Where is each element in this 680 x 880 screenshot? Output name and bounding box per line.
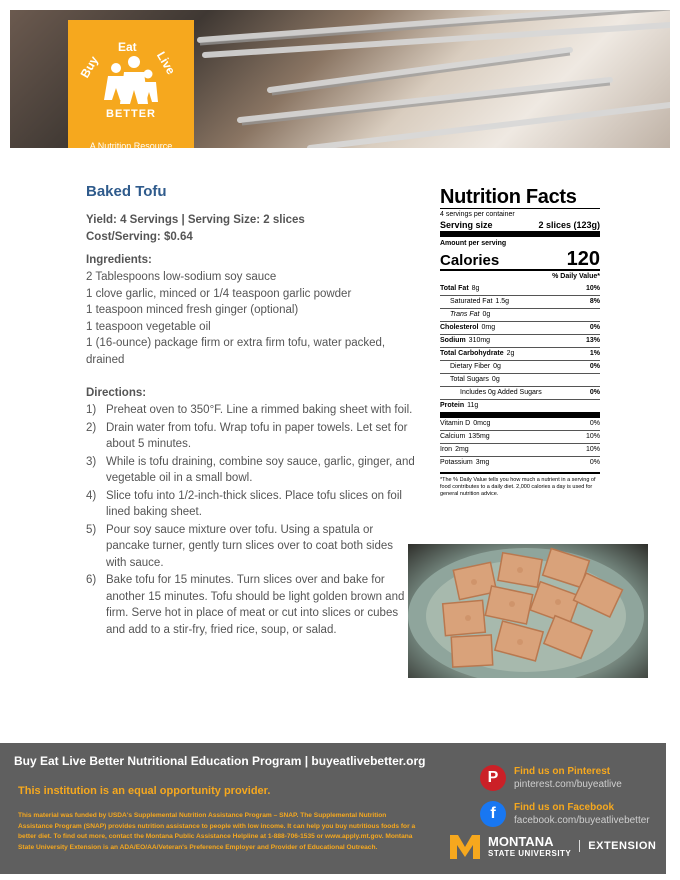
vitamin-daily-value: 10% (585, 446, 600, 453)
facebook-link[interactable] (480, 801, 650, 827)
logo-word-live: Live (153, 49, 179, 77)
vitamin-name (440, 418, 490, 430)
serving-size-value: 2 slices (123g) (538, 220, 600, 230)
nutrient-amount: 0g (491, 376, 500, 383)
step-text: Preheat oven to 350°F. Line a rimmed baking sheet with foil. (106, 404, 413, 416)
serving-size-label: Serving size (440, 220, 493, 230)
vitamin-rows (440, 412, 600, 469)
nutrient-label: Total Fat (440, 285, 469, 292)
msu-sub: STATE UNIVERSITY (488, 848, 572, 858)
extension-label: EXTENSION (579, 840, 656, 852)
vitamin-row (440, 443, 600, 456)
logo-word-better: BETTER (106, 108, 156, 120)
pinterest-label: Find us on Pinterest (514, 766, 611, 777)
nutrient-amount: 0mg (481, 324, 496, 331)
footer-program-title: Buy Eat Live Better Nutritional Education Program | buyeatlivebetter.org (14, 754, 426, 768)
ingredient-item: 1 teaspoon vegetable oil (86, 320, 211, 333)
nutrient-name (450, 374, 500, 386)
header-banner (10, 10, 670, 148)
directions-list (86, 402, 416, 638)
vitamin-daily-value: 0% (589, 420, 600, 427)
equal-opportunity-statement: This institution is an equal opportunity provider. (18, 785, 271, 797)
msu-m-icon (448, 831, 482, 861)
daily-value-label: % Daily Value* (552, 273, 600, 280)
vitamin-daily-value: 0% (589, 459, 600, 466)
pinterest-icon: P (480, 765, 506, 791)
recipe-yield: Yield: 4 Servings | Serving Size: 2 slices (86, 214, 305, 226)
direction-step (86, 420, 416, 453)
step-number: 3) (86, 455, 97, 468)
nutrient-label: Includes 0g Added Sugars (460, 389, 542, 396)
logo-figures-icon (68, 20, 194, 140)
step-number: 6) (86, 574, 97, 586)
vitamin-amount: 0mcg (473, 420, 491, 427)
step-number: 5) (86, 523, 97, 536)
nutrient-label: Total Carbohydrate (440, 350, 504, 357)
directions-heading: Directions: (86, 387, 147, 399)
recipe-title: Baked Tofu (86, 183, 167, 200)
nutrient-row (440, 347, 600, 360)
ingredient-item: 1 (16-ounce) package firm or extra firm tofu, water packed, drained (86, 337, 386, 366)
step-number: 4) (86, 489, 97, 502)
logo-word-eat: Eat (118, 40, 137, 54)
nutrient-amount: 310mg (468, 337, 491, 344)
ingredient-item: 1 teaspoon minced fresh ginger (optional) (86, 304, 299, 316)
vitamin-row (440, 418, 600, 430)
step-text: Bake tofu for 15 minutes. Turn slices over and bake for another 15 minutes. Tofu should be light golden brown and firm. Serve hot in place of meat or cut into slices or cubes and add to a stir-fry, fried rice, soup, or salad. (106, 574, 405, 636)
vitamin-label: Iron (440, 446, 453, 453)
buy-eat-live-better-logo (68, 20, 194, 148)
nutrient-name (440, 400, 478, 412)
nutrient-name (450, 296, 509, 308)
pinterest-url[interactable]: pinterest.com/buyeatlive (514, 779, 622, 790)
logo-tagline: A Nutrition Resource (89, 141, 173, 148)
nutrient-row (440, 386, 600, 399)
nutrient-row (440, 373, 600, 386)
nutrient-daily-value: 1% (589, 350, 600, 357)
nutrient-daily-value: 10% (585, 285, 600, 292)
nutrient-row (440, 283, 600, 295)
nutrient-daily-value: 8% (589, 298, 600, 305)
ingredient-item: 1 clove garlic, minced or 1/4 teaspoon garlic powder (86, 287, 352, 300)
nutrient-rows (440, 283, 600, 412)
msu-extension-logo (448, 831, 656, 861)
vitamin-daily-value: 10% (585, 433, 600, 440)
direction-step (86, 572, 411, 638)
nutrient-label: Saturated Fat (450, 298, 493, 305)
nutrient-name (440, 335, 490, 347)
recipe-section (86, 183, 416, 639)
nutrient-amount: 8g (471, 285, 480, 292)
vitamin-label: Vitamin D (440, 420, 471, 427)
step-text: While is tofu draining, combine soy sauce, garlic, ginger, and vegetable oil in a small bowl. (106, 455, 415, 484)
msu-name: MONTANA (488, 833, 554, 849)
nutrient-label: Total Sugars (450, 376, 489, 383)
calories-value: 120 (566, 248, 600, 270)
vitamin-amount: 135mg (468, 433, 490, 440)
nutrient-daily-value: 0% (589, 324, 600, 331)
vitamin-row (440, 430, 600, 443)
calories-row (440, 249, 600, 269)
direction-step (86, 522, 411, 572)
calories-label: Calories (440, 252, 500, 269)
daily-value-header (440, 269, 600, 283)
step-text: Drain water from tofu. Wrap tofu in paper towels. Let set for about 5 minutes. (106, 421, 408, 450)
nutrient-row (440, 321, 600, 334)
vitamin-label: Calcium (440, 433, 466, 440)
ingredients-heading: Ingredients: (86, 254, 152, 266)
footer (0, 743, 666, 874)
nutrient-label: Dietary Fiber (450, 363, 491, 370)
vitamin-row (440, 456, 600, 469)
nutrient-label: Trans Fat (450, 311, 480, 318)
step-number: 2) (86, 421, 97, 434)
nutrient-amount: 0g (482, 311, 491, 318)
nutrient-amount: 11g (467, 402, 479, 409)
vitamin-label: Potassium (440, 459, 473, 466)
ingredient-item: 2 Tablespoons low-sodium soy sauce (86, 271, 277, 283)
nutrient-amount: 2g (506, 350, 515, 357)
logo-word-buy: Buy (77, 53, 102, 81)
nutrient-name (460, 387, 542, 399)
facebook-label: Find us on Facebook (514, 802, 615, 813)
step-text: Pour soy sauce mixture over tofu. Using a spatula or pancake turner, gently turn slices over to coat both sides with sauce. (106, 523, 394, 569)
nutrient-name (450, 361, 501, 373)
nutrient-daily-value: 13% (585, 337, 600, 344)
vitamin-name (440, 444, 469, 456)
nutrition-facts-label (440, 186, 600, 498)
nutrient-name (450, 309, 490, 321)
nutrient-row (440, 308, 600, 321)
direction-step (86, 488, 416, 521)
facebook-icon: f (480, 801, 506, 827)
recipe-cost: Cost/Serving: $0.64 (86, 231, 193, 243)
servings-per-container: 4 servings per container (440, 208, 600, 220)
nutrition-facts-title: Nutrition Facts (440, 186, 577, 208)
facebook-url[interactable]: facebook.com/buyeatlivebetter (514, 815, 650, 826)
nutrient-name (440, 348, 514, 360)
nutrient-daily-value: 0% (589, 363, 600, 370)
nutrient-row (440, 399, 600, 412)
vitamin-name (440, 431, 490, 443)
nutrient-label: Protein (440, 402, 465, 409)
serving-size-row (440, 220, 600, 231)
baked-tofu-photo (408, 544, 648, 678)
tofu-plate-image (408, 544, 648, 678)
vitamin-name (440, 457, 489, 469)
direction-step (86, 454, 416, 487)
vitamin-amount: 2mg (455, 446, 469, 453)
funding-statement: This material was funded by USDA's Supplemental Nutrition Assistance Program – SNAP. The Supplemental Nutrition Assistance Program (SNAP) provides nutrition assistance to people with low income. It can help you buy nutritious foods for a better diet. To find out more, contact the Montana Public Assistance Helpline at 1-888-706-1535 or www.apply.mt.gov. Montana State University Extension is an ADA/EO/AA/Veteran's Preference Employer and Provider of Educational Outreach. (18, 812, 416, 851)
pinterest-link[interactable] (480, 765, 622, 791)
nutrient-label: Cholesterol (440, 324, 479, 331)
nutrient-name (440, 322, 495, 334)
nutrient-row (440, 295, 600, 308)
step-number: 1) (86, 404, 97, 416)
nutrient-name (440, 283, 479, 295)
amount-per-serving: Amount per serving (440, 231, 600, 249)
nutrient-amount: 1.5g (495, 298, 510, 305)
step-text: Slice tofu into 1/2-inch-thick slices. Place tofu slices on foil lined baking sheet. (106, 489, 402, 518)
nutrient-amount: 0g (493, 363, 501, 370)
vitamin-amount: 3mg (475, 459, 490, 466)
daily-value-footnote: *The % Daily Value tells you how much a nutrient in a serving of food contributes to a daily diet. 2,000 calories a day is used for general nutrition advice. (440, 472, 600, 498)
nutrient-row (440, 360, 600, 373)
direction-step (86, 402, 416, 419)
nutrient-daily-value: 0% (589, 389, 600, 396)
nutrient-label: Sodium (440, 337, 466, 344)
nutrient-row (440, 334, 600, 347)
